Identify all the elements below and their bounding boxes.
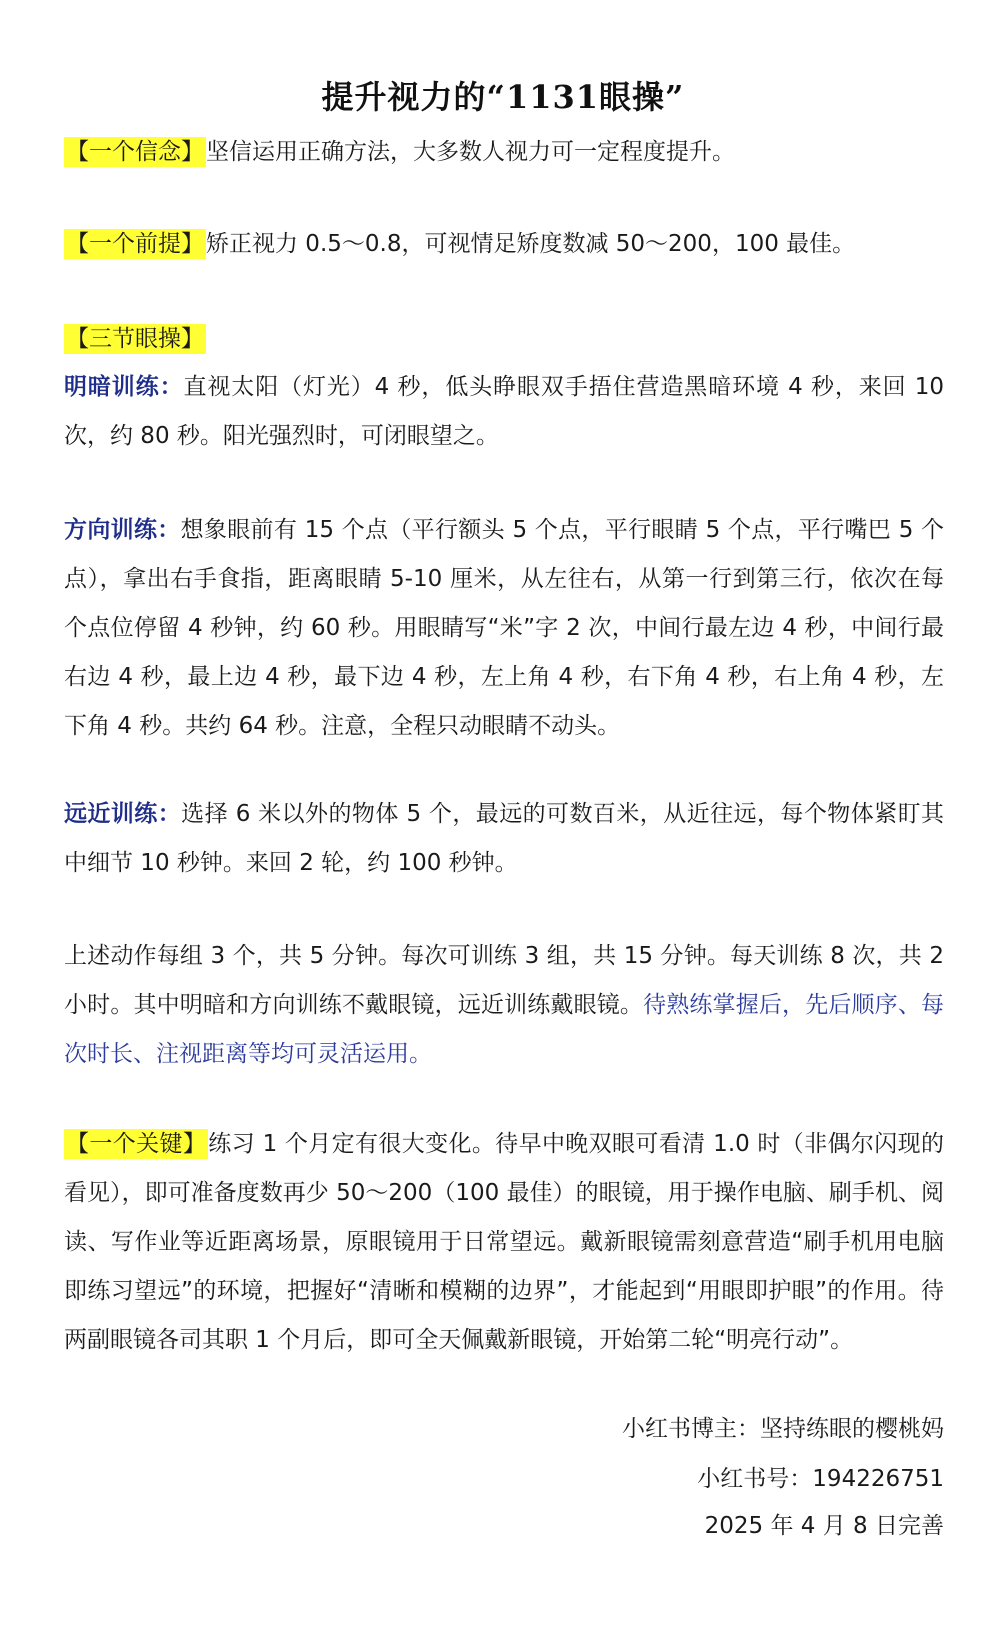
summary-text: 上述动作每组 3 个，共 5 分钟。每次可训练 3 组，共 15 分钟。每天训练 8 次，共 2 小时。其中明暗和方向训练不戴眼镜，远近训练戴眼镜。	[64, 943, 944, 1018]
key-text: 练习 1 个月定有很大变化。待早中晚双眼可看清 1.0 时（非偶尔闪现的看见），即可准备度数再少 50～200（100 最佳）的眼镜，用于操作电脑、刷手机、阅读、写作业等近距离场景，原眼镜用于日常望远。戴新眼镜需刻意营造“刷手机用电脑即练习望远”的环境，把握好“清晰和模糊的边界”，才能起到“用眼即护眼”的作用。待两副眼镜各司其职 1 个月后，即可全天佩戴新眼镜，开始第二轮“明亮行动”。	[64, 1131, 944, 1353]
exercises-tag: 【三节眼操】	[66, 326, 204, 352]
far-near-paragraph	[64, 790, 944, 888]
premise-text: 矫正视力 0.5～0.8，可视情足矫度数减 50～200，100 最佳。	[206, 231, 856, 257]
direction-paragraph	[64, 506, 944, 751]
page-title: 提升视力的“1131眼操”	[321, 78, 685, 116]
light-dark-text: 直视太阳（灯光）4 秒，低头睁眼双手捂住营造黑暗环境 4 秒，来回 10 次，约 80 秒。阳光强烈时，可闭眼望之。	[64, 374, 945, 449]
summary-paragraph	[64, 932, 944, 1079]
light-dark-label: 明暗训练：	[64, 374, 184, 400]
key-tag: 【一个关键】	[66, 1131, 207, 1157]
exercises-heading	[64, 315, 944, 364]
light-dark-paragraph	[64, 363, 944, 461]
summary-highlight: 待熟练掌握后，先后顺序、每次时长、注视距离等均可灵活运用。	[64, 992, 945, 1067]
signature-date: 2025 年 4 月 8 日完善	[704, 1513, 944, 1539]
far-near-text: 选择 6 米以外的物体 5 个，最远的可数百米，从近往远，每个物体紧盯其中细节 10 秒钟。来回 2 轮，约 100 秒钟。	[64, 801, 944, 876]
direction-label: 方向训练：	[64, 517, 181, 543]
premise-paragraph	[64, 220, 944, 269]
signature-blogger: 小红书博主：坚持练眼的樱桃妈	[622, 1416, 944, 1442]
belief-text: 坚信运用正确方法，大多数人视力可一定程度提升。	[206, 139, 735, 165]
far-near-label: 远近训练：	[64, 801, 182, 827]
signature-account: 小红书号：194226751	[697, 1466, 944, 1492]
belief-paragraph	[64, 128, 944, 177]
belief-tag: 【一个信念】	[66, 139, 204, 165]
key-paragraph	[64, 1120, 944, 1365]
direction-text: 想象眼前有 15 个点（平行额头 5 个点，平行眼睛 5 个点，平行嘴巴 5 个点），拿出右手食指，距离眼睛 5-10 厘米，从左往右，从第一行到第三行，依次在每个点位停留 4 秒钟，约 60 秒。用眼睛写“米”字 2 次，中间行最左边 4 秒，中间行最右边 4 秒，最上边 4 秒，最下边 4 秒，左上角 4 秒，右下角 4 秒，右上角 4 秒，左下角 4 秒。共约 64 秒。注意，全程只动眼睛不动头。	[64, 517, 945, 739]
premise-tag: 【一个前提】	[66, 231, 204, 257]
